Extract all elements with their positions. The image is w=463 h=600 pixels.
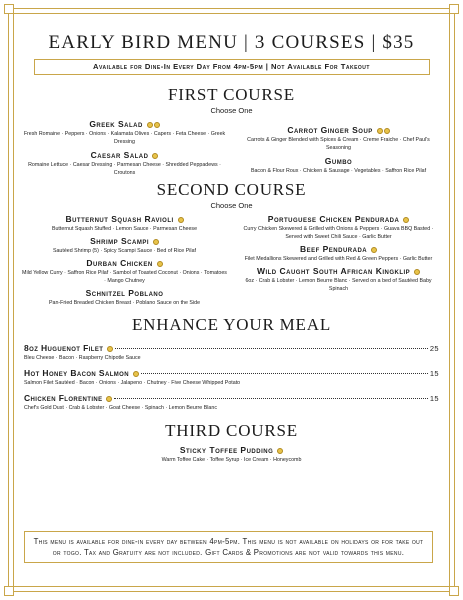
menu-item [236, 125, 441, 152]
menu-item [22, 119, 227, 146]
enhance-item-description: Bleu Cheese · Bacon · Raspberry Chipotle Sauce [24, 355, 141, 361]
menu-item-description: 6oz · Crab & Lobster · Lemon Beurre Blanc · Served on a bed of Sautéed Baby Spinach [245, 278, 432, 292]
menu-item [22, 258, 227, 285]
gluten-free-icon [107, 346, 113, 352]
menu-item-name: Caesar Salad [22, 150, 227, 160]
gluten-free-icon [157, 261, 163, 267]
second-course-right-column [236, 214, 441, 307]
menu-item-name: Sticky Toffee Pudding [22, 445, 441, 455]
enhance-item-name: Hot Honey Bacon Salmon [24, 368, 139, 378]
menu-item [22, 288, 227, 307]
menu-item-name: Durban Chicken [22, 258, 227, 268]
section-title: ENHANCE YOUR MEAL [131, 315, 331, 334]
enhance-item-name: Chicken Florentine [24, 393, 112, 403]
corner-ornament [449, 586, 459, 596]
enhance-item-price: 15 [429, 369, 439, 378]
menu-item-name: Shrimp Scampi [22, 236, 227, 246]
gluten-free-icon [147, 122, 153, 128]
menu-item [236, 156, 441, 175]
menu-item-name: Carrot Ginger Soup [236, 125, 441, 135]
menu-item-name: Schnitzel Poblano [85, 288, 164, 298]
dot-leader [115, 348, 428, 349]
menu-item-description: Romaine Lettuce · Caesar Dressing · Parmesan Cheese · Shredded Peppadews · Croutons [28, 162, 221, 176]
menu-item-description: Mild Yellow Curry · Saffron Rice Pilaf · Sambol of Toasted Coconut · Onions · Tomatoes · Mango Chutney [22, 270, 227, 284]
menu-item [22, 214, 227, 233]
menu-item-name: Beef Pendurada [236, 244, 441, 254]
enhance-item [24, 368, 439, 386]
menu-item-description: Sautéed Shrimp (5) · Spicy Scampi Sauce · Bed of Rice Pilaf [52, 248, 197, 254]
menu-item-description: Butternut Squash Stuffed · Lemon Sauce · Parmesan Cheese [51, 226, 198, 232]
menu-item-name: Portuguese Chicken Pendurada [236, 214, 441, 224]
enhance-item-name: 8oz Huguenot Filet [24, 343, 113, 353]
gluten-free-icon [178, 217, 184, 223]
enhance-item [24, 343, 439, 361]
availability-banner: Available for Dine-In Every Day From 4pm-5pm | Not Available For Takeout [34, 59, 430, 75]
footer-disclaimer: This menu is available for dine-in every day between 4pm-5pm. This menu is not available on holidays or for take out or togo. Tax and Gratuity are not included. Gift Cards & Promotions are not valid towards this menu. [24, 531, 433, 563]
menu-page [22, 20, 441, 464]
gluten-free-icon [154, 122, 160, 128]
first-course-right-column [236, 125, 441, 177]
gluten-free-icon [371, 247, 377, 253]
menu-item [236, 214, 441, 241]
first-course-left-column [22, 119, 227, 177]
menu-item [236, 266, 441, 293]
menu-item-name: Greek Salad [22, 119, 227, 129]
section-title: FIRST COURSE [168, 85, 295, 104]
corner-ornament [4, 4, 14, 14]
menu-item-description: Curry Chicken Skewered & Grilled with Onions & Peppers · Guava BBQ Basted · Served with Sweet Chili Sauce · Garlic Butter [243, 226, 434, 240]
enhance-item-price: 15 [429, 394, 439, 403]
enhance-item-description: Chef's Gold Dust · Crab & Lobster · Goat Cheese · Spinach · Lemon Beurre Blanc [24, 405, 217, 411]
corner-ornament [4, 586, 14, 596]
third-course-items [22, 445, 441, 464]
gluten-free-icon [152, 153, 158, 159]
gluten-free-icon [133, 371, 139, 377]
menu-item-description: Warm Toffee Cake · Toffee Syrup · Ice Cream · Honeycomb [161, 457, 302, 463]
second-course-left-column [22, 214, 227, 307]
gluten-free-icon [384, 128, 390, 134]
menu-item [236, 244, 441, 263]
menu-item-name: Butternut Squash Ravioli [22, 214, 227, 224]
gluten-free-icon [153, 239, 159, 245]
enhance-list [22, 343, 441, 411]
enhance-item-description: Salmon Filet Sautéed · Bacon · Onions · Jalapeno · Chutney · Five Cheese Whipped Potato [24, 380, 241, 386]
choose-one-label: Choose One [210, 201, 253, 210]
section-title: THIRD COURSE [165, 421, 298, 440]
menu-item [22, 236, 227, 255]
first-course-section [22, 85, 441, 177]
gluten-free-icon [377, 128, 383, 134]
menu-item-description: Filet Medallions Skewered and Grilled with Red & Green Peppers · Garlic Butter [244, 256, 433, 262]
section-title: SECOND COURSE [156, 180, 307, 199]
menu-item-name: Gumbo [324, 156, 353, 166]
gluten-free-icon [403, 217, 409, 223]
gluten-free-icon [106, 396, 112, 402]
menu-item-description: Carrots & Ginger Blended with Spices & Cream · Creme Fraiche · Chef Paul's Seasoning [247, 137, 430, 151]
menu-title: EARLY BIRD MENU | 3 COURSES | $35 [48, 32, 415, 53]
dot-leader [141, 373, 428, 374]
menu-item [22, 150, 227, 177]
menu-item [22, 445, 441, 464]
menu-item-description: Pan-Fried Breaded Chicken Breast · Poblano Sauce on the Side [48, 300, 201, 306]
third-course-section [22, 421, 441, 464]
second-course-section [22, 180, 441, 307]
dot-leader [114, 398, 428, 399]
gluten-free-icon [277, 448, 283, 454]
enhance-section [22, 315, 441, 411]
choose-one-label: Choose One [210, 106, 253, 115]
gluten-free-icon [414, 269, 420, 275]
enhance-item [24, 393, 439, 411]
enhance-item-price: 25 [429, 344, 439, 353]
menu-item-name: Wild Caught South African Kingklip [236, 266, 441, 276]
menu-item-description: Bacon & Flour Roux · Chicken & Sausage · Vegetables · Saffron Rice Pilaf [250, 168, 427, 174]
corner-ornament [449, 4, 459, 14]
menu-item-description: Fresh Romaine · Peppers · Onions · Kalamata Olives · Capers · Feta Cheese · Greek Dressing [23, 131, 226, 145]
